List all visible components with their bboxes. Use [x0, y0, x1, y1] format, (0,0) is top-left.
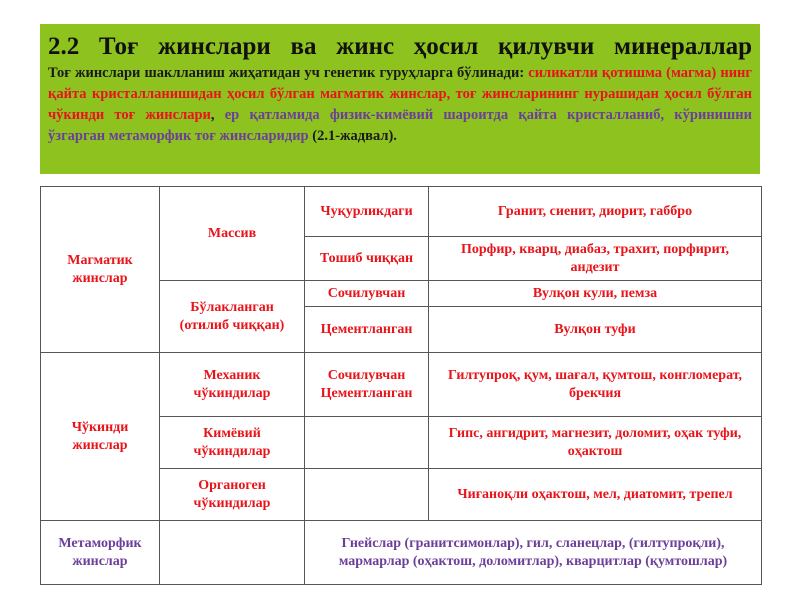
- metamorphic-rocks: Гнейслар (гранитсимонлар), гил, сланецлар, (гилтупроқли), мармарлар (оҳактош, доломитлар), кварцитлар (қумтошлар): [305, 521, 762, 585]
- organogenic-type-empty: [305, 469, 429, 521]
- organogenic-label: Органоген чўкиндилар: [160, 469, 305, 521]
- loose-label: Сочилувчан: [305, 281, 429, 307]
- chemical-type-empty: [305, 417, 429, 469]
- metamorphic-label: Метаморфик жинслар: [41, 521, 160, 585]
- header-panel: [40, 24, 760, 174]
- clastic-label: Бўлакланган (отилиб чиққан): [160, 281, 305, 353]
- intro-text-metamorphic: ер қатламида физик-кимёвий шароитда қайта кристалланиб, кўринишни ўзгарган метаморфик тоғ жинсларидир: [48, 107, 752, 144]
- table-row: [41, 521, 762, 585]
- magmatic-label: Магматик жинслар: [41, 187, 160, 353]
- deep-label: Чуқурликдаги: [305, 187, 429, 237]
- cemented-rocks: Вулқон туфи: [429, 307, 762, 353]
- massive-label: Массив: [160, 187, 305, 281]
- table-row: [41, 353, 762, 417]
- sedimentary-label: Чўкинди жинслар: [41, 353, 160, 521]
- intro-paragraph: [48, 63, 752, 147]
- loose-rocks: Вулқон кули, пемза: [429, 281, 762, 307]
- organogenic-rocks: Чиғаноқли оҳактош, мел, диатомит, трепел: [429, 469, 762, 521]
- cemented-label: Цементланган: [305, 307, 429, 353]
- metamorphic-subgroup-empty: [160, 521, 305, 585]
- mechanical-type: Сочилувчан Цементланган: [305, 353, 429, 417]
- chemical-rocks: Гипс, ангидрит, магнезит, доломит, оҳак туфи, оҳактош: [429, 417, 762, 469]
- intro-text-reference: (2.1-жадвал).: [308, 128, 397, 144]
- table-row: [41, 187, 762, 237]
- mechanical-rocks: Гилтупроқ, қум, шағал, қумтош, конгломерат, брекчия: [429, 353, 762, 417]
- effusive-rocks: Порфир, кварц, диабаз, трахит, порфирит, андезит: [429, 237, 762, 281]
- rock-classification-table: [40, 186, 762, 585]
- page-title: 2.2 Тоғ жинслари ва жинс ҳосил қилувчи минераллар: [48, 33, 752, 60]
- intro-text-comma: ,: [210, 107, 225, 123]
- mechanical-label: Механик чўкиндилар: [160, 353, 305, 417]
- deep-rocks: Гранит, сиенит, диорит, габбро: [429, 187, 762, 237]
- chemical-label: Кимёвий чўкиндилар: [160, 417, 305, 469]
- intro-text-magmatic-sedimentary: силикатли қотишма (магма) нинг қайта кристалланишидан ҳосил бўлган магматик жинслар, тоғ жинсларининг нурашидан ҳосил бўлган чўкинди тоғ жинслари: [48, 65, 752, 123]
- intro-text-start: Тоғ жинслари шаклланиш жиҳатидан уч генетик гуруҳларга бўлинади:: [48, 65, 529, 81]
- effusive-label: Тошиб чиққан: [305, 237, 429, 281]
